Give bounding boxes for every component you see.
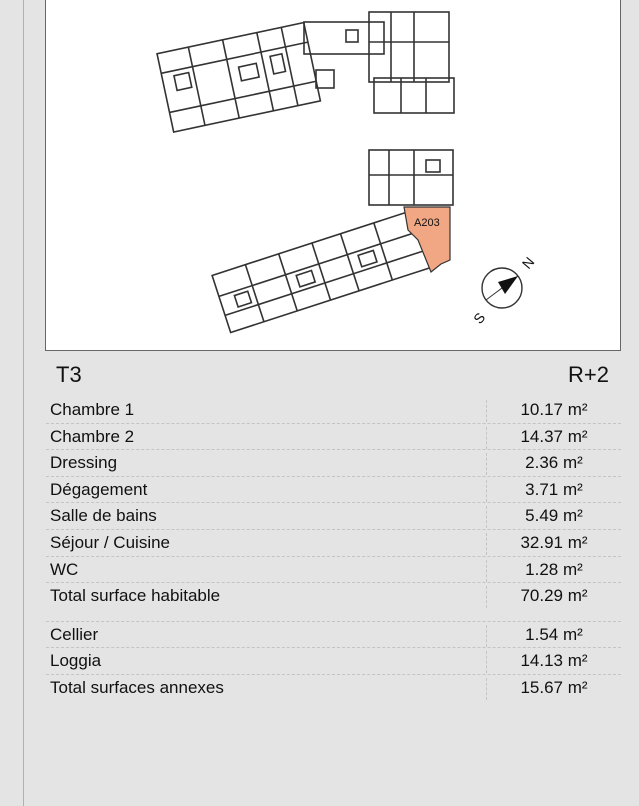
room-label: WC	[50, 559, 79, 579]
surface-row	[46, 477, 621, 504]
room-label: Dégagement	[50, 479, 148, 499]
section-gap	[46, 609, 621, 621]
room-label: Chambre 1	[50, 400, 135, 419]
floor-plan-panel	[45, 0, 621, 351]
total-habitable-area: 70.29 m²	[486, 586, 621, 608]
annex-row	[46, 621, 621, 649]
room-area: 2.36 m²	[486, 453, 621, 475]
total-annexes-label: Total surfaces annexes	[50, 677, 224, 697]
upper-building-left-wing	[157, 23, 320, 132]
surface-row	[46, 503, 621, 530]
surface-row	[46, 530, 621, 557]
lower-building-north-block	[369, 150, 453, 205]
room-label: Séjour / Cuisine	[50, 532, 171, 552]
room-label: Dressing	[50, 453, 118, 473]
compass-icon	[470, 254, 537, 327]
room-area: 10.17 m²	[486, 400, 621, 422]
surface-row	[46, 397, 621, 424]
unit-a203-label: A203	[414, 217, 440, 229]
floor-label: R+2	[568, 362, 609, 387]
room-label: Chambre 2	[50, 426, 135, 446]
annex-row	[46, 648, 621, 675]
surface-row	[46, 424, 621, 451]
room-area: 5.49 m²	[486, 506, 621, 528]
upper-building-right-wing	[304, 12, 454, 113]
page-left-border	[23, 0, 24, 806]
total-annexes-area: 15.67 m²	[486, 678, 621, 700]
room-area: 14.37 m²	[486, 427, 621, 449]
surface-table	[46, 397, 621, 701]
annex-area: 14.13 m²	[486, 651, 621, 673]
typology-label: T3	[56, 362, 82, 387]
surface-row	[46, 450, 621, 477]
apartment-header	[48, 360, 613, 388]
room-label: Salle de bains	[50, 506, 157, 526]
annex-label: Cellier	[50, 624, 99, 644]
surface-row	[46, 557, 621, 584]
total-habitable-row	[46, 583, 621, 609]
room-area: 1.28 m²	[486, 560, 621, 582]
lower-building-main-wing	[212, 209, 435, 333]
annex-area: 1.54 m²	[486, 625, 621, 647]
annex-label: Loggia	[50, 651, 102, 671]
compass-south-label: S	[470, 309, 489, 327]
total-annexes-row	[46, 675, 621, 701]
total-habitable-label: Total surface habitable	[50, 586, 221, 606]
floor-plan-drawing	[46, 0, 622, 351]
compass-north-label: N	[518, 253, 538, 272]
room-area: 3.71 m²	[486, 480, 621, 502]
room-area: 32.91 m²	[486, 533, 621, 555]
